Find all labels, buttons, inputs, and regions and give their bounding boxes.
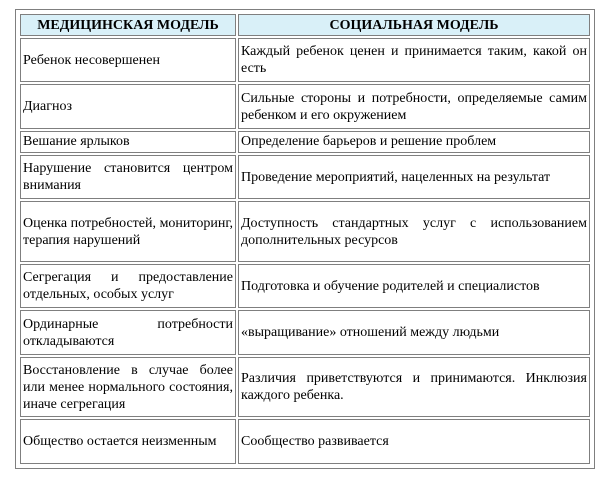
medical-cell: Нарушение становится центром внимания: [20, 155, 236, 199]
table-row: [20, 155, 590, 199]
table-row: [20, 357, 590, 418]
medical-cell: Общество остается неизменным: [20, 419, 236, 464]
table-row: [20, 419, 590, 464]
medical-cell: Восстановление в случае более или менее нормального состояния, иначе сегрегация: [20, 357, 236, 418]
comparison-table: [18, 12, 592, 466]
social-cell: Доступность стандартных услуг с использованием дополнительных ресурсов: [238, 201, 590, 262]
medical-cell: Диагноз: [20, 84, 236, 128]
table-row: [20, 264, 590, 308]
social-cell: Проведение мероприятий, нацеленных на результат: [238, 155, 590, 199]
table-row: [20, 84, 590, 128]
table-row: [20, 38, 590, 82]
medical-cell: Ребенок несовершенен: [20, 38, 236, 82]
header-social-model: СОЦИАЛЬНАЯ МОДЕЛЬ: [238, 14, 590, 36]
table-row: [20, 310, 590, 354]
medical-cell: Сегрегация и предоставление отдельных, особых услуг: [20, 264, 236, 308]
social-cell: Каждый ребенок ценен и принимается таким, какой он есть: [238, 38, 590, 82]
social-cell: Сообщество развивается: [238, 419, 590, 464]
medical-cell: Ординарные потребности откладываются: [20, 310, 236, 354]
table-row: [20, 201, 590, 262]
table-header-row: [20, 14, 590, 36]
medical-cell: Вешание ярлыков: [20, 131, 236, 153]
social-cell: Подготовка и обучение родителей и специалистов: [238, 264, 590, 308]
table-row: [20, 131, 590, 153]
social-cell: «выращивание» отношений между людьми: [238, 310, 590, 354]
header-medical-model: МЕДИЦИНСКАЯ МОДЕЛЬ: [20, 14, 236, 36]
comparison-table-frame: [15, 9, 595, 469]
medical-cell: Оценка потребностей, мониторинг, терапия нарушений: [20, 201, 236, 262]
social-cell: Определение барьеров и решение проблем: [238, 131, 590, 153]
social-cell: Различия приветствуются и принимаются. Инклюзия каждого ребенка.: [238, 357, 590, 418]
social-cell: Сильные стороны и потребности, определяемые самим ребенком и его окружением: [238, 84, 590, 128]
